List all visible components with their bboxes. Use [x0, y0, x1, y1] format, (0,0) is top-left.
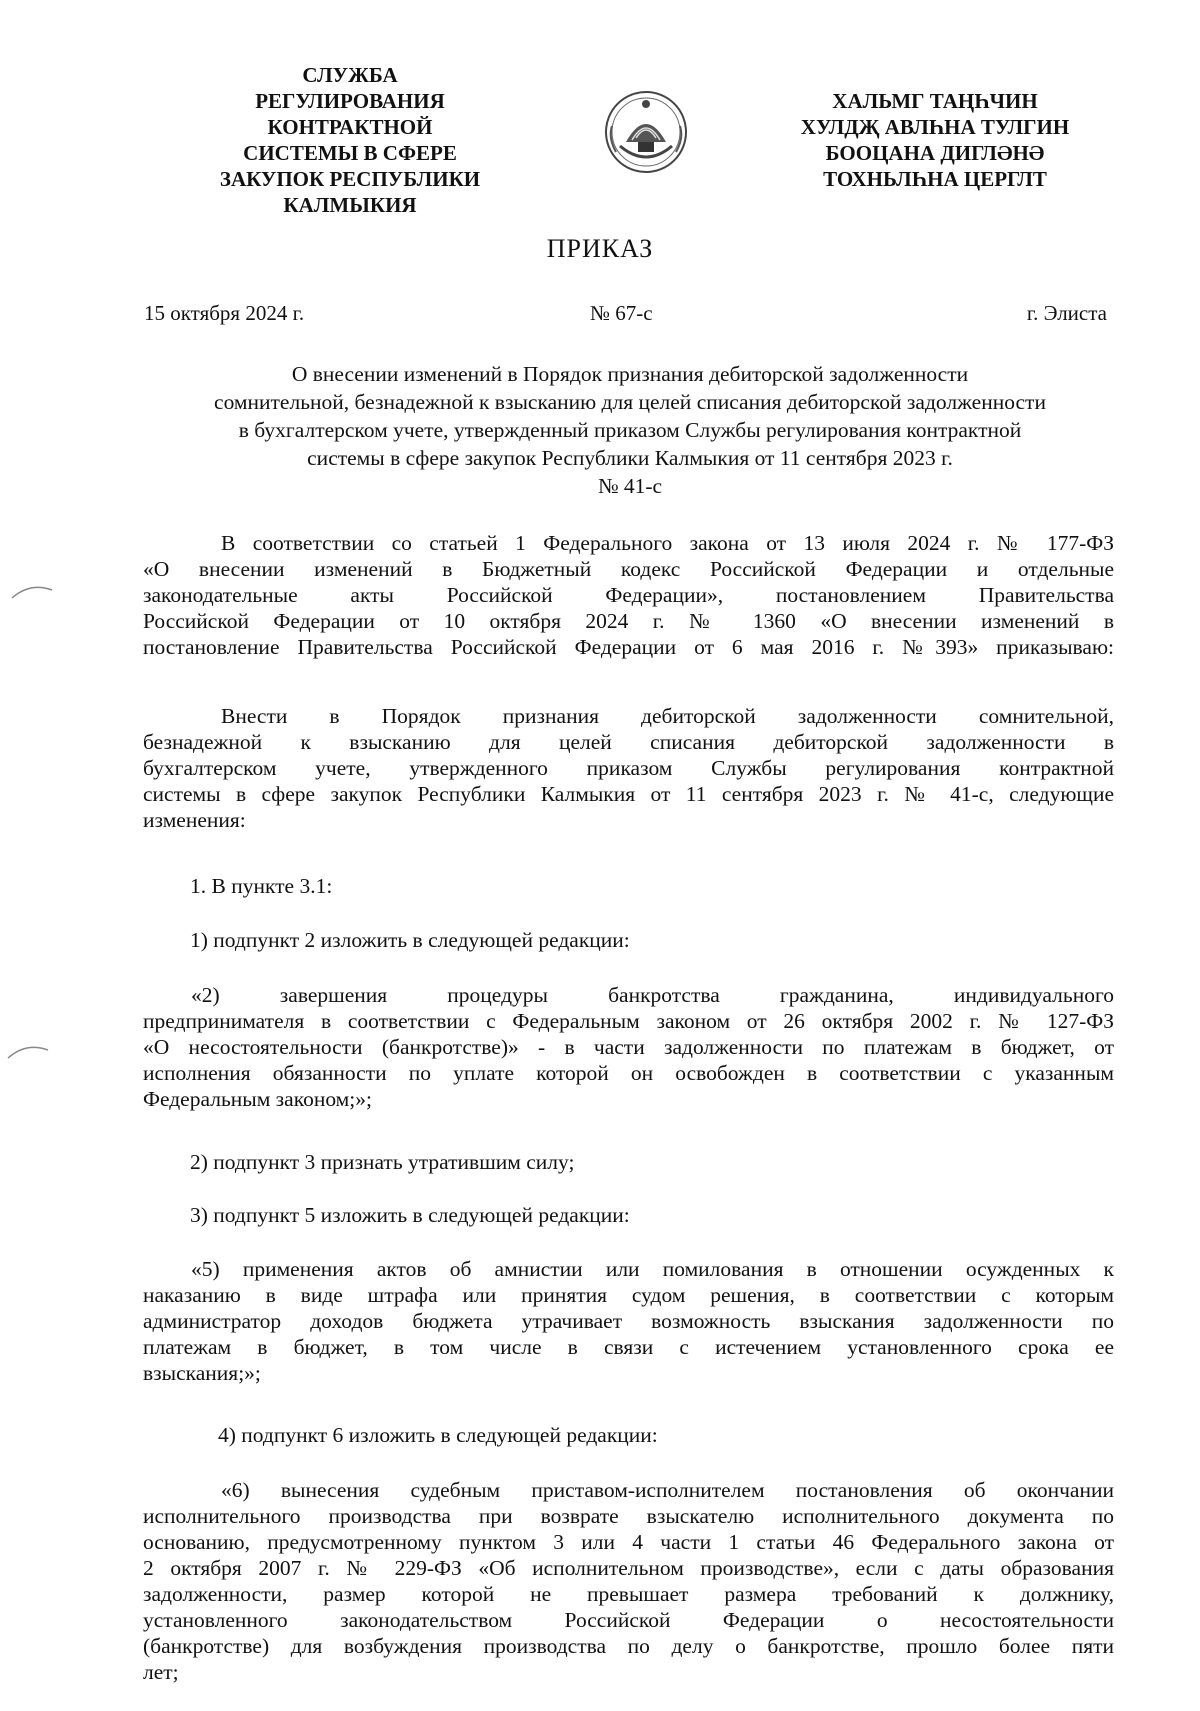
- text-line: «2) завершения процедуры банкротства гражданина, индивидуального: [191, 983, 1114, 1007]
- org-line: КОНТРАКТНОЙ: [267, 115, 433, 139]
- text-line: Российской Федерации от 10 октября 2024 г. № 1360 «О внесении изменений в: [143, 609, 1114, 633]
- text-line: системы в сфере закупок Республики Калмыкия от 11 сентября 2023 г. № 41-с, следующие: [143, 782, 1114, 806]
- text-line: (банкротстве) для возбуждения производства по делу о банкротстве, прошло более пяти: [143, 1634, 1114, 1658]
- text-line: бухгалтерском учете, утвержденного приказом Службы регулирования контрактной: [143, 756, 1114, 780]
- org-line: ХАЛЬМГ ТАҢҺЧИН: [832, 89, 1038, 113]
- subject-line: в бухгалтерском учете, утвержденный приказом Службы регулирования контрактной: [238, 418, 1022, 442]
- subpoint-text: [143, 982, 1114, 1112]
- subpoint-intro: 3) подпункт 5 изложить в следующей редакции:: [190, 1203, 630, 1227]
- document-city: г. Элиста: [1026, 301, 1107, 325]
- text-line: платежам в бюджет, в том числе в связи с истечением установленного срока ее: [143, 1335, 1114, 1359]
- order-paragraph: [143, 703, 1114, 833]
- text-line: администратор доходов бюджета утрачивает возможность взыскания задолженности по: [143, 1309, 1114, 1333]
- text-line: исполнения обязанности по уплате которой он освобожден в соответствии с указанным: [143, 1061, 1114, 1085]
- subpoint-intro: 1) подпункт 2 изложить в следующей редакции:: [190, 928, 630, 952]
- subpoint-text: [143, 1256, 1114, 1386]
- subject-line: О внесении изменений в Порядок признания дебиторской задолженности: [291, 362, 969, 386]
- org-line: РЕГУЛИРОВАНИЯ: [255, 89, 445, 113]
- org-line: ТОХНЬЛҺНА ЦЕРГЛТ: [823, 167, 1047, 191]
- document-number: № 67-с: [590, 301, 653, 325]
- text-line: лет;: [143, 1660, 179, 1684]
- document-type-title: ПРИКАЗ: [546, 234, 654, 263]
- text-line: основанию, предусмотренному пунктом 3 или 4 части 1 статьи 46 Федерального закона от: [143, 1530, 1114, 1554]
- text-line: взыскания;»;: [143, 1361, 261, 1385]
- org-line: ЗАКУПОК РЕСПУБЛИКИ: [219, 167, 481, 191]
- subject-line: № 41-с: [597, 474, 663, 498]
- coat-of-arms-emblem: [598, 86, 694, 182]
- scan-artifact-mark: [6, 1040, 50, 1060]
- subpoint-intro: 4) подпункт 6 изложить в следующей редакции:: [218, 1423, 658, 1447]
- point-heading: 1. В пункте 3.1:: [190, 874, 333, 898]
- text-line: установленного законодательством Российской Федерации о несостоятельности: [143, 1608, 1114, 1632]
- text-line: исполнительного производства при возврате взыскателю исполнительного документа по: [143, 1504, 1114, 1528]
- org-line: КАЛМЫКИЯ: [283, 193, 417, 217]
- scan-artifact-mark: [10, 580, 54, 600]
- org-line: БООЦАНА ДИГЛӘНӘ: [825, 141, 1045, 165]
- text-line: изменения:: [143, 808, 246, 832]
- text-line: законодательные акты Российской Федерации», постановлением Правительства: [143, 583, 1114, 607]
- subpoint-text: [143, 1477, 1114, 1685]
- text-line: 2 октября 2007 г. № 229-ФЗ «Об исполнительном производстве», если с даты образования: [143, 1556, 1114, 1580]
- subject-line: системы в сфере закупок Республики Калмыкия от 11 сентября 2023 г.: [307, 446, 953, 470]
- org-name-kalmyk: [770, 88, 1100, 192]
- text-line: В соответствии со статьей 1 Федерального закона от 13 июля 2024 г. № 177-ФЗ: [221, 531, 1114, 555]
- org-line: СЛУЖБА: [302, 63, 398, 87]
- org-line: СИСТЕМЫ В СФЕРЕ: [243, 141, 457, 165]
- text-line: «О внесении изменений в Бюджетный кодекс Российской Федерации и отдельные: [143, 557, 1114, 581]
- text-line: постановление Правительства Российской Федерации от 6 мая 2016 г. №393» приказываю:: [143, 635, 1114, 659]
- text-line: Внести в Порядок признания дебиторской задолженности сомнительной,: [221, 704, 1114, 728]
- text-line: безнадежной к взысканию для целей списания дебиторской задолженности в: [143, 730, 1114, 754]
- document-date: 15 октября 2024 г.: [144, 301, 305, 325]
- text-line: предпринимателя в соответствии с Федеральным законом от 26 октября 2002 г. № 127-ФЗ: [143, 1009, 1114, 1033]
- text-line: «О несостоятельности (банкротстве)» - в части задолженности по платежам в бюджет, от: [143, 1035, 1114, 1059]
- text-line: Федеральным законом;»;: [143, 1087, 372, 1111]
- subject-line: сомнительной, безнадежной к взысканию для целей списания дебиторской задолженности: [214, 390, 1046, 414]
- text-line: задолженности, размер которой не превышает размера требований к должнику,: [143, 1582, 1114, 1606]
- text-line: «6) вынесения судебным приставом-исполнителем постановления об окончании: [221, 1478, 1114, 1502]
- text-line: наказанию в виде штрафа или принятия судом решения, в соответствии с которым: [143, 1283, 1114, 1307]
- org-name-russian: [200, 62, 500, 218]
- document-subject: [140, 360, 1120, 500]
- subpoint-text: 2) подпункт 3 признать утратившим силу;: [190, 1150, 575, 1174]
- text-line: «5) применения актов об амнистии или помилования в отношении осужденных к: [191, 1257, 1114, 1281]
- org-line: ХУЛДҖ АВЛҺНА ТУЛГИН: [800, 115, 1070, 139]
- preamble-paragraph: [143, 530, 1114, 660]
